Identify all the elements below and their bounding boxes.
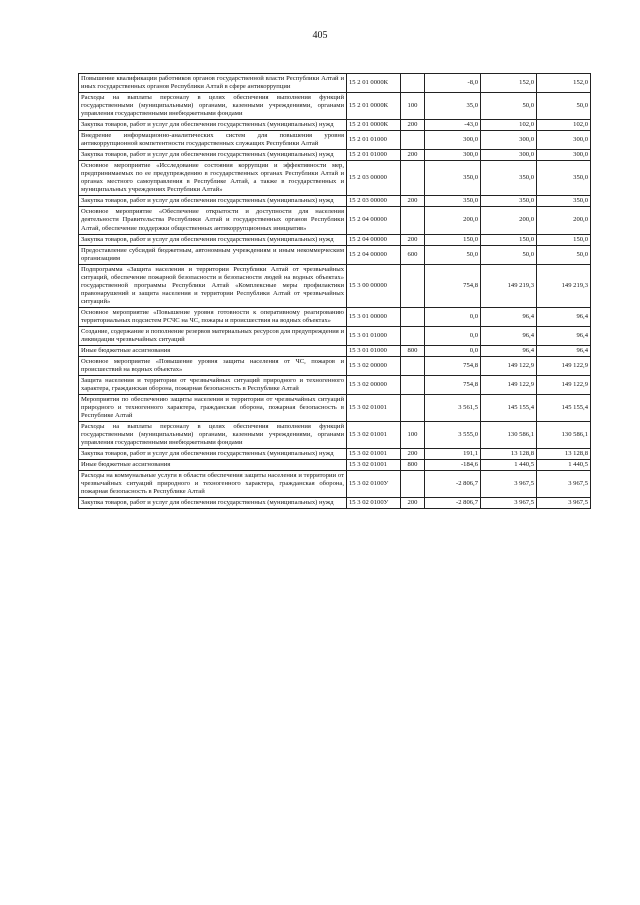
row-expense-type: 200	[401, 449, 425, 460]
row-amount-change: 350,0	[425, 196, 481, 207]
row-amount-year2: 149 122,9	[481, 356, 537, 375]
row-expense-type	[401, 74, 425, 93]
row-amount-year3: 96,4	[537, 307, 591, 326]
row-amount-change: 350,0	[425, 161, 481, 196]
row-expense-type	[401, 307, 425, 326]
table-row	[79, 196, 591, 207]
row-amount-year2: 150,0	[481, 234, 537, 245]
table-row	[79, 395, 591, 422]
row-amount-year2: 50,0	[481, 93, 537, 120]
row-amount-year2: 3 967,5	[481, 498, 537, 509]
row-amount-year2: 149 219,3	[481, 264, 537, 307]
row-amount-change: 50,0	[425, 245, 481, 264]
table-row	[79, 131, 591, 150]
row-name: Основное мероприятие «Обеспечение открытости и доступности для населения деятельности Правительства Республики Алтай и государственных органов Республики Алтай, обеспечение поддержки общественных антикоррупционных инициатив»	[79, 207, 347, 234]
row-amount-change: -2 806,7	[425, 471, 481, 498]
row-amount-year2: 350,0	[481, 161, 537, 196]
row-amount-year3: 1 440,5	[537, 460, 591, 471]
row-amount-year3: 50,0	[537, 93, 591, 120]
row-name: Иные бюджетные ассигнования	[79, 460, 347, 471]
row-amount-change: 191,1	[425, 449, 481, 460]
row-amount-change: 0,0	[425, 307, 481, 326]
row-name: Подпрограмма «Защита населения и территории Республики Алтай от чрезвычайных ситуаций, обеспечение пожарной безопасности и безопасности людей на водных объектах» государственной программы Республики Алтай «Комплексные меры профилактики правонарушений и защита населения и территории Республики Алтай от чрезвычайных ситуаций»	[79, 264, 347, 307]
row-name: Повышение квалификации работников органов государственной власти Республики Алтай и иных государственных органов Республики Алтай в сфере антикоррупции	[79, 74, 347, 93]
table-row	[79, 356, 591, 375]
row-expense-type	[401, 376, 425, 395]
row-amount-year2: 3 967,5	[481, 471, 537, 498]
row-code: 15 3 01 00000	[347, 307, 401, 326]
row-expense-type: 200	[401, 150, 425, 161]
row-expense-type: 200	[401, 120, 425, 131]
row-name: Мероприятия по обеспечению защиты населения и территории от чрезвычайных ситуаций природного и техногенного характера, гражданская оборона, пожарная безопасность в Республике Алтай	[79, 395, 347, 422]
row-amount-change: 35,0	[425, 93, 481, 120]
table-row	[79, 471, 591, 498]
row-amount-change: -2 806,7	[425, 498, 481, 509]
table-row	[79, 376, 591, 395]
row-name: Расходы на коммунальные услуги в области обеспечения защиты населения и территории от чрезвычайных ситуаций природного и техногенного характера, гражданская оборона, пожарная безопасность в Республике Алтай	[79, 471, 347, 498]
row-amount-year2: 1 440,5	[481, 460, 537, 471]
row-expense-type: 800	[401, 460, 425, 471]
row-amount-change: -8,0	[425, 74, 481, 93]
row-amount-change: 3 561,5	[425, 395, 481, 422]
row-amount-year2: 300,0	[481, 131, 537, 150]
row-code: 15 3 02 0100У	[347, 471, 401, 498]
table-row	[79, 74, 591, 93]
row-code: 15 3 02 0100У	[347, 498, 401, 509]
row-amount-year3: 3 967,5	[537, 498, 591, 509]
row-code: 15 2 04 00000	[347, 245, 401, 264]
page-number: 405	[312, 30, 328, 41]
row-amount-year2: 152,0	[481, 74, 537, 93]
table-row	[79, 345, 591, 356]
row-amount-year2: 200,0	[481, 207, 537, 234]
row-amount-change: -184,6	[425, 460, 481, 471]
row-expense-type	[401, 161, 425, 196]
row-code: 15 2 03 00000	[347, 161, 401, 196]
row-expense-type	[401, 471, 425, 498]
row-code: 15 2 01 01000	[347, 150, 401, 161]
row-name: Закупка товаров, работ и услуг для обеспечения государственных (муниципальных) нужд	[79, 449, 347, 460]
table-row	[79, 120, 591, 131]
row-expense-type	[401, 395, 425, 422]
row-amount-change: 754,8	[425, 376, 481, 395]
row-code: 15 2 01 0000К	[347, 74, 401, 93]
row-amount-year2: 300,0	[481, 150, 537, 161]
row-code: 15 2 01 01000	[347, 131, 401, 150]
row-amount-year3: 102,0	[537, 120, 591, 131]
row-code: 15 3 02 01001	[347, 460, 401, 471]
row-amount-year3: 149 122,9	[537, 376, 591, 395]
row-name: Внедрение информационно-аналитических систем для повышения уровня антикоррупционной компетентности государственных служащих Республики Алтай	[79, 131, 347, 150]
row-code: 15 2 01 0000К	[347, 93, 401, 120]
row-amount-year2: 96,4	[481, 345, 537, 356]
row-amount-change: 3 555,0	[425, 422, 481, 449]
row-code: 15 2 03 00000	[347, 196, 401, 207]
table-row	[79, 422, 591, 449]
row-amount-year3: 3 967,5	[537, 471, 591, 498]
row-amount-year3: 200,0	[537, 207, 591, 234]
row-amount-year2: 102,0	[481, 120, 537, 131]
row-amount-change: 300,0	[425, 131, 481, 150]
row-amount-change: 754,8	[425, 264, 481, 307]
row-amount-change: 0,0	[425, 326, 481, 345]
row-amount-year3: 96,4	[537, 345, 591, 356]
row-amount-year3: 145 155,4	[537, 395, 591, 422]
table-row	[79, 234, 591, 245]
row-code: 15 3 00 00000	[347, 264, 401, 307]
budget-table-body	[79, 74, 591, 509]
row-expense-type: 800	[401, 345, 425, 356]
row-expense-type: 100	[401, 93, 425, 120]
row-name: Расходы на выплаты персоналу в целях обеспечения выполнения функций государственными (муниципальными) органами, казенными учреждениями, органами управления государственными внебюджетными фондами	[79, 422, 347, 449]
row-expense-type: 600	[401, 245, 425, 264]
row-amount-year3: 50,0	[537, 245, 591, 264]
row-amount-year2: 13 128,8	[481, 449, 537, 460]
row-name: Основное мероприятие «Исследование состояния коррупции и эффективности мер, предпринимаемых по ее предупреждению в государственных органах Республики Алтай и органах местного самоуправления в Республике Алтай, а также в государственных и муниципальных учреждениях Республики Алтай»	[79, 161, 347, 196]
row-amount-year3: 300,0	[537, 150, 591, 161]
row-amount-year3: 150,0	[537, 234, 591, 245]
row-code: 15 3 02 00000	[347, 356, 401, 375]
row-amount-year2: 96,4	[481, 326, 537, 345]
row-amount-change: 754,8	[425, 356, 481, 375]
table-row	[79, 460, 591, 471]
row-expense-type	[401, 326, 425, 345]
row-expense-type: 200	[401, 234, 425, 245]
row-code: 15 3 02 01001	[347, 449, 401, 460]
row-name: Основное мероприятие «Повышение уровня защиты населения от ЧС, пожаров и происшествий на водных объектах»	[79, 356, 347, 375]
row-amount-change: 200,0	[425, 207, 481, 234]
row-amount-year3: 149 122,9	[537, 356, 591, 375]
row-amount-year2: 149 122,9	[481, 376, 537, 395]
table-row	[79, 264, 591, 307]
row-name: Закупка товаров, работ и услуг для обеспечения государственных (муниципальных) нужд	[79, 120, 347, 131]
row-code: 15 2 04 00000	[347, 234, 401, 245]
row-code: 15 3 02 01001	[347, 422, 401, 449]
row-name: Закупка товаров, работ и услуг для обеспечения государственных (муниципальных) нужд	[79, 196, 347, 207]
row-name: Закупка товаров, работ и услуг для обеспечения государственных (муниципальных) нужд	[79, 498, 347, 509]
row-name: Закупка товаров, работ и услуг для обеспечения государственных (муниципальных) нужд	[79, 234, 347, 245]
row-expense-type	[401, 131, 425, 150]
row-amount-year2: 130 586,1	[481, 422, 537, 449]
table-row	[79, 150, 591, 161]
row-name: Основное мероприятие «Повышение уровня готовности к оперативному реагированию территориальных подсистем РСЧС на ЧС, пожары и происшествия на водных объектах»	[79, 307, 347, 326]
row-expense-type: 200	[401, 498, 425, 509]
row-expense-type: 200	[401, 196, 425, 207]
table-row	[79, 498, 591, 509]
row-amount-year2: 145 155,4	[481, 395, 537, 422]
row-expense-type	[401, 264, 425, 307]
row-amount-change: 0,0	[425, 345, 481, 356]
table-row	[79, 161, 591, 196]
row-amount-year3: 350,0	[537, 161, 591, 196]
row-code: 15 3 01 01000	[347, 345, 401, 356]
row-name: Закупка товаров, работ и услуг для обеспечения государственных (муниципальных) нужд	[79, 150, 347, 161]
row-code: 15 3 02 00000	[347, 376, 401, 395]
table-row	[79, 326, 591, 345]
row-code: 15 2 04 00000	[347, 207, 401, 234]
row-code: 15 2 01 0000К	[347, 120, 401, 131]
row-amount-year2: 96,4	[481, 307, 537, 326]
row-amount-year3: 149 219,3	[537, 264, 591, 307]
table-row	[79, 449, 591, 460]
table-row	[79, 245, 591, 264]
row-amount-year3: 96,4	[537, 326, 591, 345]
row-amount-year3: 350,0	[537, 196, 591, 207]
row-amount-year2: 350,0	[481, 196, 537, 207]
row-name: Создание, содержание и пополнение резервов материальных ресурсов для предупреждения и ликвидации чрезвычайных ситуаций	[79, 326, 347, 345]
table-row	[79, 93, 591, 120]
row-expense-type	[401, 356, 425, 375]
row-expense-type	[401, 207, 425, 234]
table-row	[79, 307, 591, 326]
table-row	[79, 207, 591, 234]
row-code: 15 3 02 01001	[347, 395, 401, 422]
row-name: Иные бюджетные ассигнования	[79, 345, 347, 356]
row-amount-change: 150,0	[425, 234, 481, 245]
row-amount-year2: 50,0	[481, 245, 537, 264]
row-amount-change: 300,0	[425, 150, 481, 161]
row-name: Защита населения и территории от чрезвычайных ситуаций природного и техногенного характера, гражданская оборона, пожарная безопасность в Республике Алтай	[79, 376, 347, 395]
row-amount-year3: 300,0	[537, 131, 591, 150]
row-amount-year3: 152,0	[537, 74, 591, 93]
row-amount-year3: 130 586,1	[537, 422, 591, 449]
row-code: 15 3 01 01000	[347, 326, 401, 345]
row-amount-change: -43,0	[425, 120, 481, 131]
row-amount-year3: 13 128,8	[537, 449, 591, 460]
budget-table	[78, 73, 591, 509]
row-expense-type: 100	[401, 422, 425, 449]
row-name: Расходы на выплаты персоналу в целях обеспечения выполнения функций государственными (муниципальными) органами, казенными учреждениями, органами управления государственными внебюджетными фондами	[79, 93, 347, 120]
row-name: Предоставление субсидий бюджетным, автономным учреждениям и иным некоммерческим организациям	[79, 245, 347, 264]
